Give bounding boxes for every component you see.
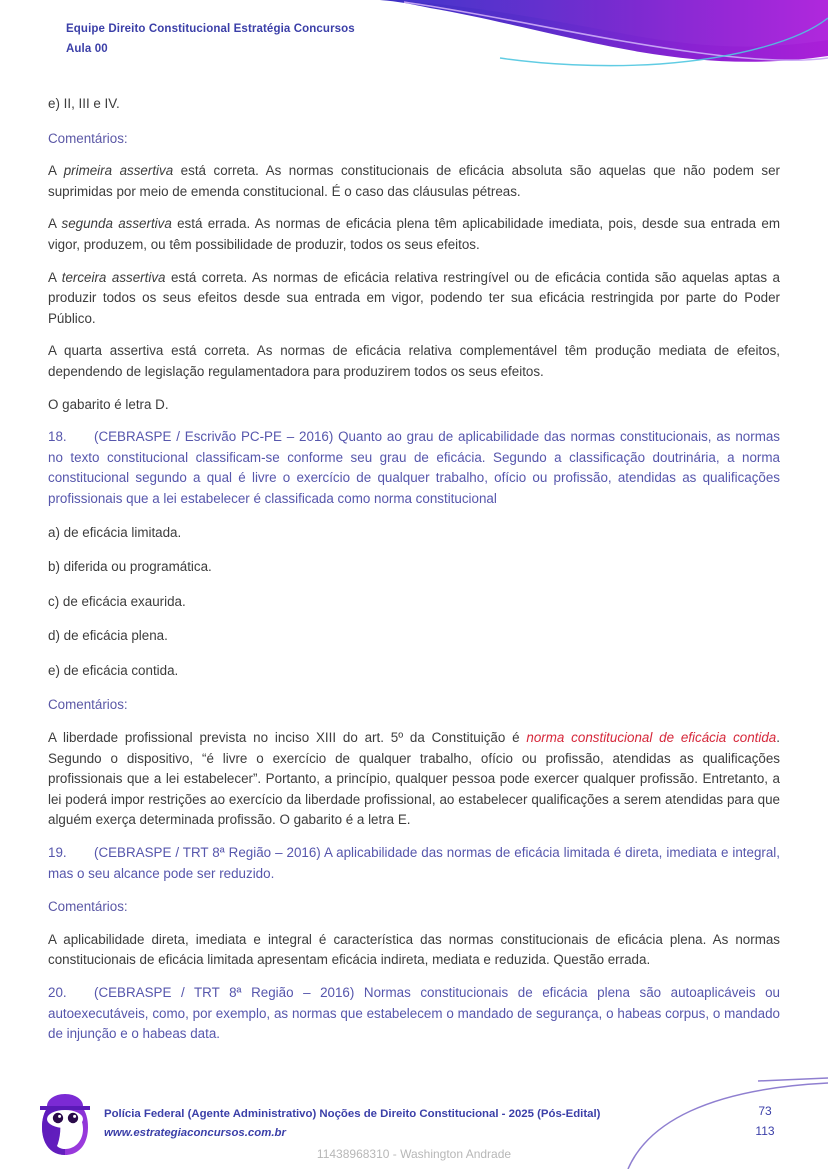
comentarios-label-2: Comentários: <box>48 697 128 713</box>
comentarios-label-3: Comentários: <box>48 899 128 915</box>
header-lesson-number: Aula 00 <box>66 43 108 55</box>
paragraph-comentario-19: A aplicabilidade direta, imediata e integral é característica das normas constitucionais de eficácia plena. As normas constitucionais de eficácia limitada apresentam eficácia indireta, mediata e reduzida. Questão errada. <box>48 931 780 968</box>
p3-post: está correta. As normas de eficácia relativa restringível ou de eficácia contida são aquelas aptas a produzir todos os seus efeitos desde sua entrada em vigor, podendo ter sua eficácia restringida por parte do Poder Público. <box>48 269 780 326</box>
user-watermark: 11438968310 - Washington Andrade <box>316 1147 512 1161</box>
p1-post: está correta. As normas constitucionais de eficácia absoluta são aquelas que não podem ser suprimidas por meio de emenda constitucional. É o caso das cláusulas pétreas. <box>48 163 780 199</box>
question-18 <box>48 427 780 509</box>
page-number-block <box>742 1101 788 1141</box>
p2-italic: segunda assertiva <box>61 216 172 232</box>
p1-italic: primeira assertiva <box>63 163 174 179</box>
question-20-number: 20. <box>48 985 67 1000</box>
paragraph-quarta-assertiva: A quarta assertiva está correta. As normas de eficácia relativa complementável têm produção mediata de efeitos, dependendo de legislação regulamentadora para produzirem todos os seus efeitos. <box>48 343 780 379</box>
footer-website-url[interactable]: www.estrategiaconcursos.com.br <box>104 1127 286 1139</box>
p2-pre: A <box>48 216 62 232</box>
previous-option-e: e) II, III e IV. <box>48 96 120 111</box>
comentarios-label-1: Comentários: <box>48 130 128 146</box>
question-18-text: (CEBRASPE / Escrivão PC-PE – 2016) Quanto ao grau de aplicabilidade das normas constitucionais, as normas no texto constitucional classificam-se conforme seu grau de eficácia. Segundo a classificação doutrinária, a norma constitucional segundo a qual é livre o exercício de qualquer trabalho, ofício ou profissão, atendidas as qualificações profissionais que a lei estabelecer é classificada como norma constitucional <box>48 429 780 506</box>
p18-pre: A liberdade profissional prevista no inciso XIII do art. 5º da Constituição é <box>48 730 527 746</box>
p3-italic: terceira assertiva <box>61 269 166 285</box>
question-19-number: 19. <box>48 845 67 861</box>
question-18-option-d: d) de eficácia plena. <box>48 628 168 644</box>
paragraph-primeira-assertiva <box>48 161 780 202</box>
p1-pre: A <box>48 163 64 179</box>
question-18-number: 18. <box>48 429 67 445</box>
paragraph-segunda-assertiva <box>48 214 780 255</box>
page-total-number: 113 <box>755 1124 775 1138</box>
question-18-option-b: b) diferida ou programática. <box>48 559 212 575</box>
question-19 <box>48 843 780 884</box>
document-content <box>48 94 780 1058</box>
question-18-option-a: a) de eficácia limitada. <box>48 524 182 540</box>
page-footer <box>0 1077 828 1169</box>
question-18-option-c: c) de eficácia exaurida. <box>48 593 186 609</box>
header-title-block <box>66 19 355 59</box>
page-header <box>0 0 828 75</box>
paragraph-comentario-18 <box>48 728 780 831</box>
page-current-number: 73 <box>758 1104 772 1118</box>
p18-highlight: norma constitucional de eficácia contida <box>526 730 777 746</box>
header-team-name: Equipe Direito Constitucional Estratégia Concursos <box>66 23 355 35</box>
question-19-text: (CEBRASPE / TRT 8ª Região – 2016) A aplicabilidade das normas de eficácia limitada é direta, imediata e integral, mas o seu alcance pode ser reduzido. <box>48 845 780 881</box>
p2-post: está errada. As normas de eficácia plena têm aplicabilidade imediata, pois, desde sua entrada em vigor, produzem, ou têm possibilidade de produzir, todos os seus efeitos. <box>48 216 780 252</box>
p3-pre: A <box>48 269 62 285</box>
paragraph-terceira-assertiva <box>48 268 780 330</box>
gabarito-statement-1: O gabarito é letra D. <box>48 396 169 412</box>
question-20-text: (CEBRASPE / TRT 8ª Região – 2016) Normas constitucionais de eficácia plena são autoaplicáveis ou autoexecutáveis, como, por exemplo, as normas que estabelecem o mandado de segurança, o habeas corpus, o mandado de injunção e o habeas data. <box>48 985 780 1042</box>
question-20 <box>48 983 780 1045</box>
question-18-option-e: e) de eficácia contida. <box>48 662 179 678</box>
p18-post: . Segundo o dispositivo, “é livre o exercício de qualquer trabalho, ofício ou profissão, atendidas as qualificações profissionais que a lei estabelecer”. Portanto, a princípio, qualquer pessoa pode exercer qualquer profissão. Entretanto, a lei poderá impor restrições ao exercício da liberdade profissional, ao estabelecer qualificações a serem atendidas para que alguém exerça determinada profissão. O gabarito é a letra E. <box>48 730 780 828</box>
footer-course-title: Polícia Federal (Agente Administrativo) Noções de Direito Constitucional - 2025 (Pós-Edital) <box>104 1108 601 1120</box>
footer-text-block <box>104 1105 600 1143</box>
